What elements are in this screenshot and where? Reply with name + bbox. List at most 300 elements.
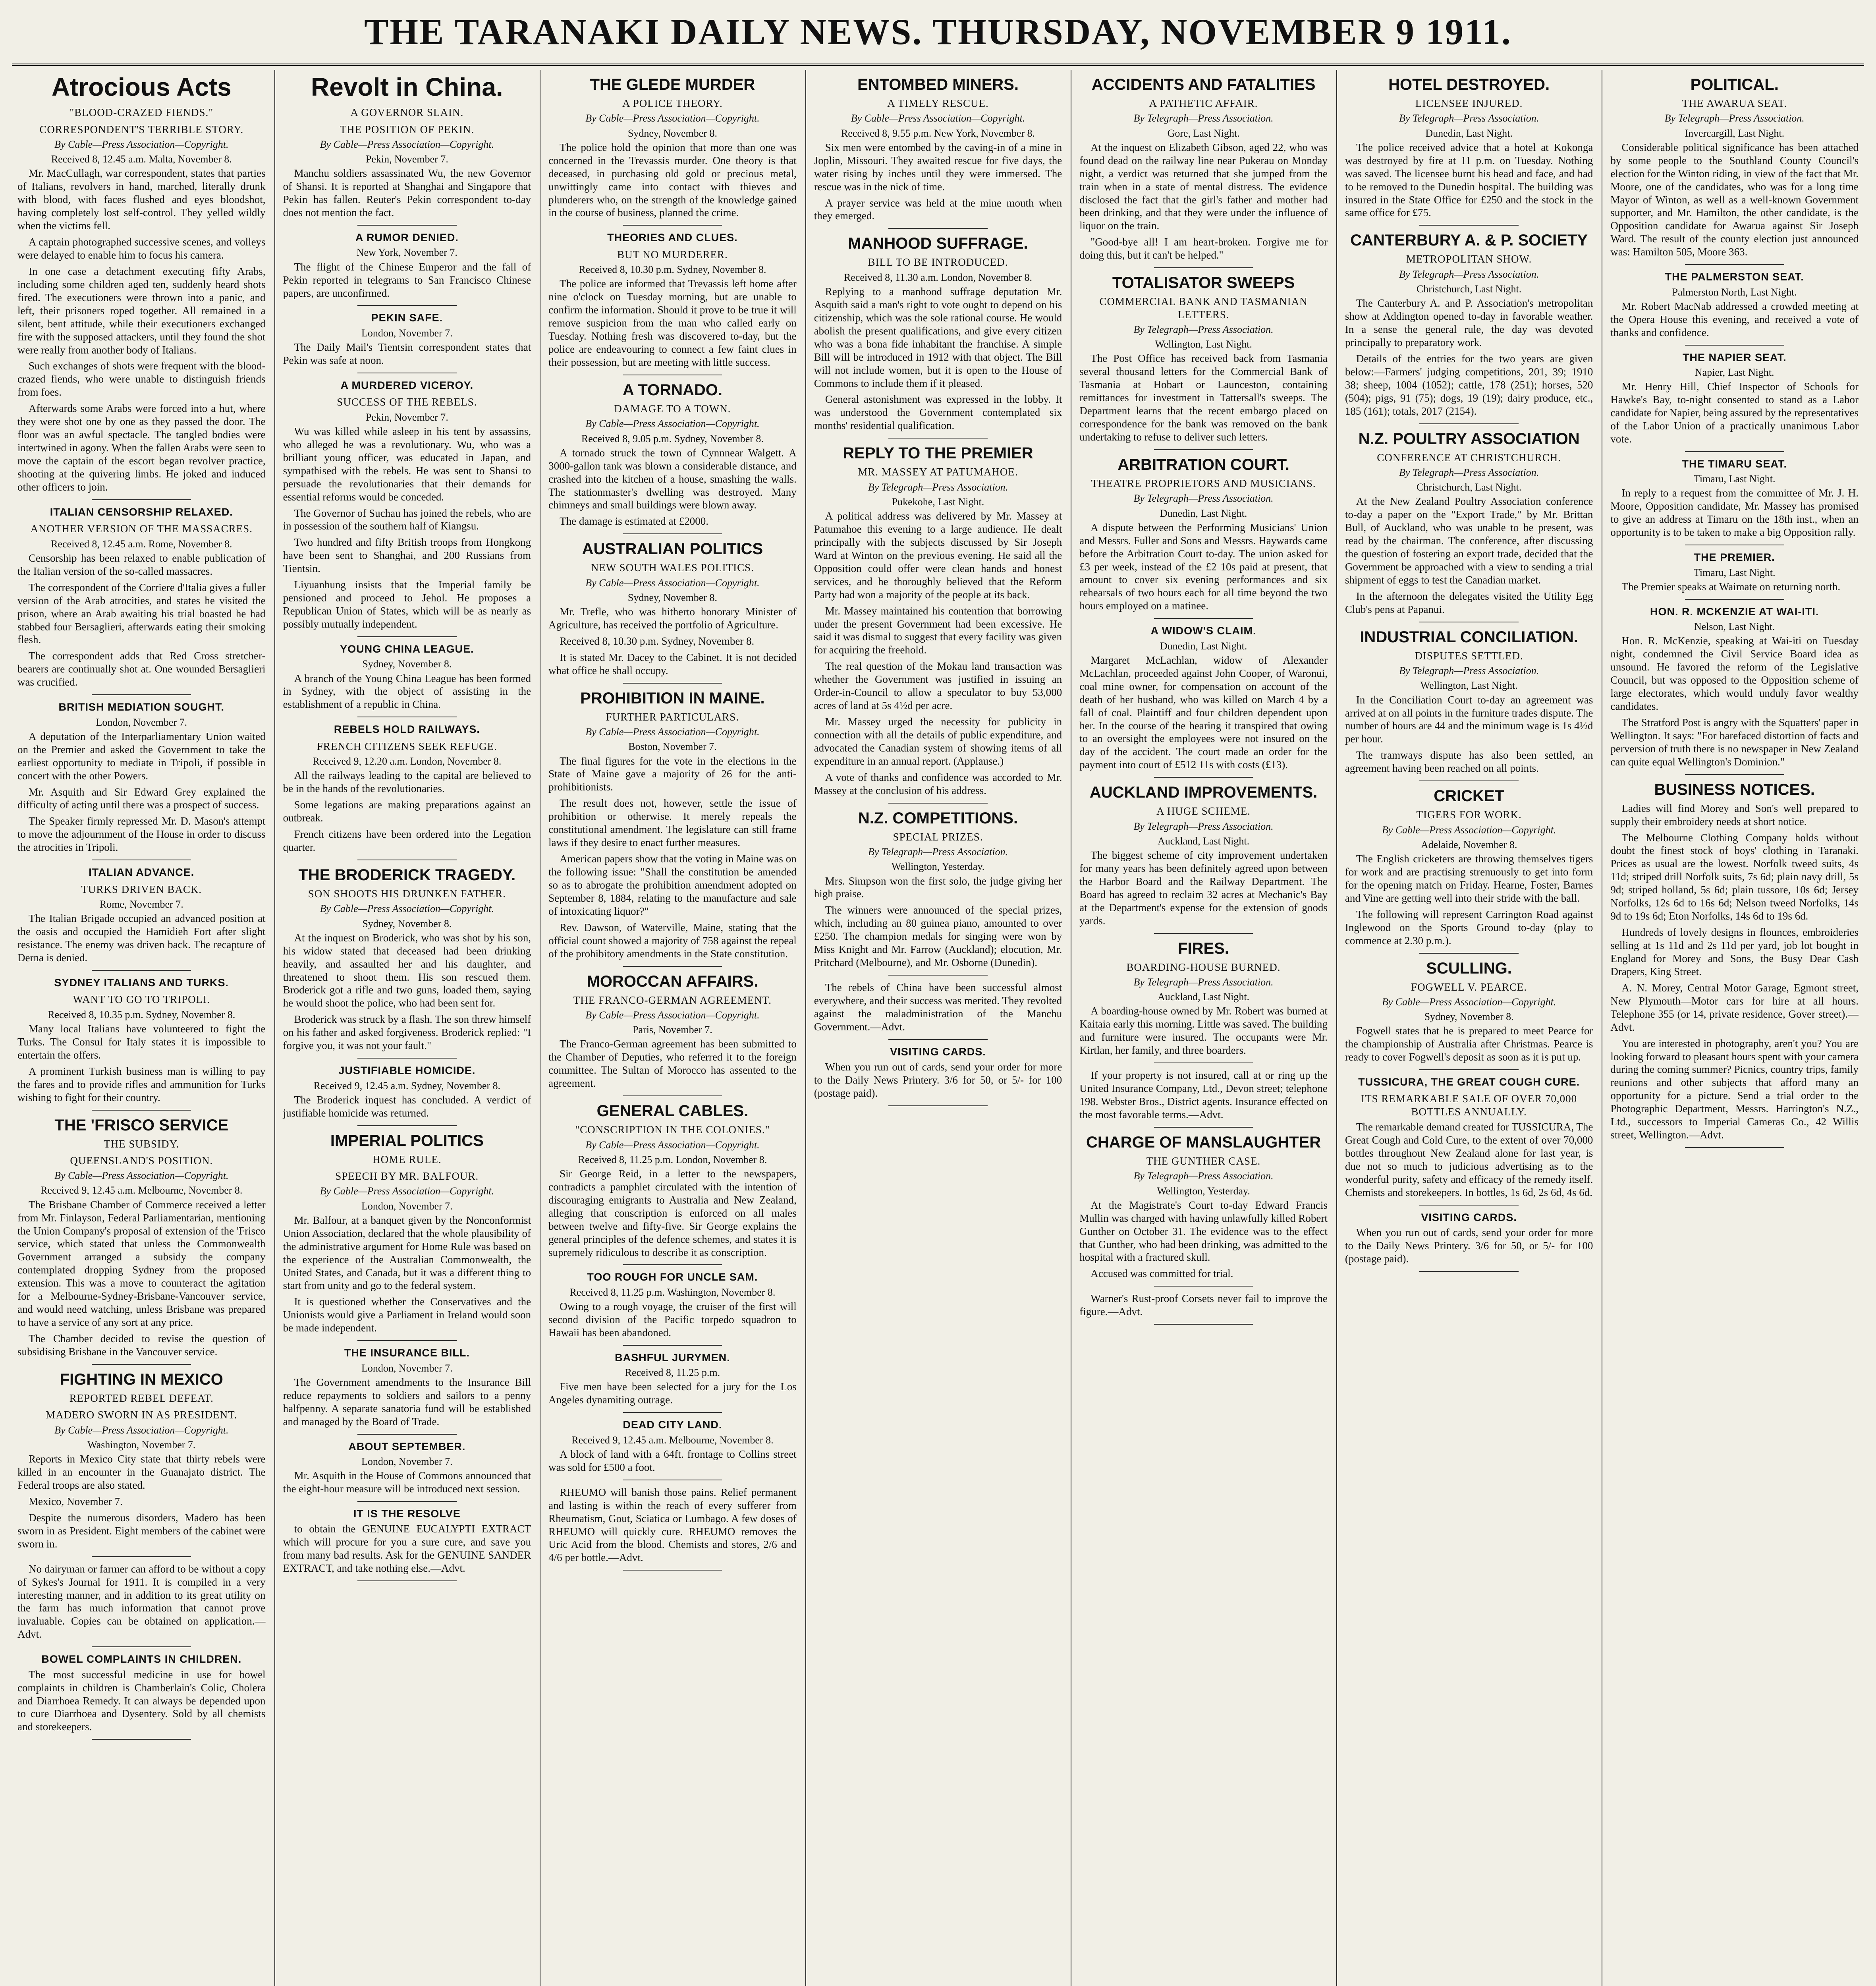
article-byline: By Cable—Press Association—Copyright. [54,1424,229,1436]
article [1345,1076,1593,1206]
article-paragraph: Broderick was struck by a flash. The son threw himself on his father and asked forgiveness. Broderick replied: "I forgive you, it was not your fault." [283,1013,531,1052]
article-subheading: WANT TO GO TO TRIPOLI. [73,993,210,1006]
article-paragraph: Afterwards some Arabs were forced into a hut, where they were shot one by one as they passed the door. The floor was an awful spectacle. The tangled bodies were intertwined in agony. When the fallen Arabs were seen to move the captain of the escort began revolver practice, shooting at the quivering limbs. He joked and induced other officers to join. [17,402,266,493]
article-headline: BRITISH MEDIATION SOUGHT. [58,701,225,713]
article-headline: ITALIAN CENSORSHIP RELAXED. [50,506,233,518]
article-headline: A RUMOR DENIED. [355,232,459,244]
article-dateline: Boston, November 7. [628,741,717,753]
article-byline: By Telegraph—Press Association. [868,846,1008,858]
article-dateline: New York, November 7. [356,247,457,259]
article-headline: IMPERIAL POLITICS [330,1132,484,1149]
article [814,1045,1062,1106]
article [17,506,266,695]
article-separator [1419,1271,1519,1272]
article-headline: VISITING CARDS. [1421,1211,1517,1223]
article-separator [357,636,457,637]
article-paragraph: A block of land with a 64ft. frontage to Collins street was sold for £500 a foot. [548,1448,797,1473]
article-paragraph: Some legations are making preparations against an outbreak. [283,799,531,824]
article-subheading: MR. MASSEY AT PATUMAHOE. [858,466,1018,478]
article-headline: Atrocious Acts [51,73,232,101]
article-paragraph: Mr. Asquith and Sir Edward Grey explained the difficulty of acting until there was a prospect of success. [17,786,266,811]
article-paragraph: No dairyman or farmer can afford to be without a copy of Sykes's Journal for 1911. It is compiled in a very interesting manner, and in addition to its great utility on the farm has much information that cannot prove invaluable. Copies can be obtained on application.—Advt. [17,1563,266,1640]
article-headline: HON. R. MCKENZIE AT WAI-ITI. [1650,605,1819,618]
article [548,973,797,1097]
article-paragraph: The following will represent Carrington Road against Inglewood on the Sports Ground to-day (play to commence at 2.30 p.m.). [1345,908,1593,947]
article-paragraph: At the Magistrate's Court to-day Edward Francis Mullin was charged with having unlawfully killed Robert Gunther on October 31. The evidence was to the effect that Gunther, who had been drinking, was admitted to the hospital with a fractured skull. [1079,1199,1328,1263]
article-paragraph: French citizens have been ordered into the Legation quarter. [283,828,531,854]
article-paragraph: A vote of thanks and confidence was accorded to Mr. Massey at the conclusion of his address. [814,771,1062,796]
article-headline: DEAD CITY LAND. [623,1419,722,1431]
article-headline: TOO ROUGH FOR UNCLE SAM. [587,1271,758,1283]
article-dateline: Invercargill, Last Night. [1685,127,1785,139]
article-separator [623,1345,722,1346]
article [283,1440,531,1502]
article-dateline: Christchurch, Last Night. [1416,481,1522,493]
article-paragraph: Wu was killed while asleep in his tent by assassins, who alleged he was a revolutionary. Wu, who was a brilliant young officer, was educated in Japan, and sympathised with the rebels. He was sent to Shansi to persuade the revolutionaries that their demands for essential reforms would be conceded. [283,425,531,503]
article-dateline: London, November 7. [361,1362,453,1374]
article-separator [1154,618,1253,619]
article-subheading: HOME RULE. [372,1153,442,1165]
article-paragraph: American papers show that the voting in Maine was on the following issue: "Shall the constitution be amended so as to abrogate the prohibition amendment adopted on September 8, 1884, relating to the manufacture and sale of intoxicating liquor?" [548,853,797,917]
article-paragraph: Ladies will find Morey and Son's well prepared to supply their embroidery needs at short notice. [1610,802,1859,827]
article-subheading: THE SUBSIDY. [104,1138,179,1150]
article-headline: A WIDOW'S CLAIM. [1150,625,1256,637]
article-dateline: Gore, Last Night. [1167,127,1240,139]
article-byline: By Cable—Press Association—Copyright. [585,1009,760,1021]
article-paragraph: It is stated Mr. Dacey to the Cabinet. It is not decided what office he shall occupy. [548,651,797,676]
article-paragraph: Mr. Massey maintained his contention that borrowing under the present Government had been excessive. He said it was dismal to suggest that every facility was given for acquiring the freehold. [814,605,1062,656]
article-dateline: Received 8, 10.30 p.m. Sydney, November 8. [579,264,766,276]
article [1610,551,1859,600]
article-paragraph: Rev. Dawson, of Waterville, Maine, stating that the official count showed a majority of 758 against the repeal of the prohibitory amendments in the State constitution. [548,921,797,960]
article-headline: AUCKLAND IMPROVEMENTS. [1089,784,1318,802]
article-dateline: Adelaide, November 8. [1421,838,1517,850]
article-paragraph: The most successful medicine in use for bowel complaints in children is Chamberlain's Colic, Cholera and Diarrhoea Remedy. It can always be depended upon to cure Diarrhoea and Dysentery. Sold by all chemists and storekeepers. [17,1668,266,1733]
article-byline: By Cable—Press Association—Copyright. [585,112,760,124]
article-paragraph: Fogwell states that he is prepared to meet Pearce for the championship of Australia after Christmas. Pearce is ready to cover Fogwell's deposit as soon as it is put up. [1345,1025,1593,1063]
article-separator [888,803,988,804]
article-byline: By Cable—Press Association—Copyright. [320,1185,494,1197]
article-paragraph: The Premier speaks at Waimate on returning north. [1621,580,1841,593]
article-separator [888,1039,988,1040]
article-separator [888,1105,988,1106]
article-paragraph: Liyuanhung insists that the Imperial family be pensioned and proceed to Jehol. He proposes a Republican Union of States, which will be as nearly as possibly mutually independent. [283,579,531,630]
article-dateline: Timaru, Last Night. [1693,473,1776,485]
article-dateline: Received 8, 11.25 p.m. [625,1367,720,1379]
article-headline: JUSTIFIABLE HOMICIDE. [338,1064,476,1077]
article-paragraph: All the railways leading to the capital are believed to be in the hands of the revolutionaries. [283,769,531,795]
article [17,976,266,1111]
article [548,1103,797,1265]
article-separator [92,970,191,971]
article-dateline: Sydney, November 8. [362,658,452,670]
article-separator [357,1058,457,1059]
article [1610,781,1859,1148]
article-paragraph: The result does not, however, settle the issue of prohibition or otherwise. It merely repeals the constitutional amendment. The legislature can still frame laws if they desire to enact further measures. [548,797,797,849]
article-headline: THE PREMIER. [1694,551,1775,564]
article-dateline: Christchurch, Last Night. [1416,283,1522,295]
article-headline: INDUSTRIAL CONCILIATION. [1360,628,1578,646]
article-subheading: THEATRE PROPRIETORS AND MUSICIANS. [1091,477,1316,489]
article [1079,784,1328,933]
article [814,981,1062,1040]
article-dateline: Dunedin, Last Night. [1160,507,1247,519]
news-column-1 [9,70,274,1986]
article [1079,274,1328,450]
article-dateline: Wellington, Last Night. [1155,338,1252,350]
article-paragraph: The correspondent adds that Red Cross stretcher-bearers are continually shot at. One wounded Bersaglieri was crucified. [17,650,266,688]
article-separator [1154,449,1253,450]
article-paragraph: The Governor of Suchau has joined the rebels, who are in possession of the southern half of Kiangsu. [283,507,531,532]
article-dateline: Received 8, 12.45 a.m. Malta, November 8. [51,153,232,165]
article-paragraph: Mr. Henry Hill, Chief Inspector of Schools for Hawke's Bay, to-night consented to stand as a Labor candidate for Napier, being assured by the representatives of the Labor Union of a practically unanimous Labor vote. [1610,381,1859,445]
article-dateline: Pekin, November 7. [365,411,448,423]
article-separator [888,975,988,976]
article-dateline: London, November 7. [361,1455,453,1467]
article-paragraph: Many local Italians have volunteered to fight the Turks. The Consul for Italy states it is impossible to entertain the offers. [17,1022,266,1061]
article-separator [1419,953,1519,954]
article-byline: By Telegraph—Press Association. [1133,1170,1274,1182]
article [1345,960,1593,1070]
article [1610,76,1859,265]
article-byline: By Cable—Press Association—Copyright. [54,138,229,150]
article-paragraph: When you run out of cards, send your order for more to the Daily News Printery. 3/6 for 50, or 5/- for 100 (postage paid). [1345,1227,1593,1265]
article-headline: FIGHTING IN MEXICO [60,1370,223,1388]
article [1079,1292,1328,1325]
article-dateline: Sydney, November 8. [627,127,717,139]
article-paragraph: The Government amendments to the Insurance Bill reduce repayments to soldiers and sailors to a penny halfpenny. A separate sanatoria fund will be established and managed by the Board of Trade. [283,1376,531,1428]
article-paragraph: Sir George Reid, in a letter to the newspapers, contradicts a pamphlet circulated with the intention of discouraging emigrants to Australia and New Zealand, alleging that conscription is enforced on all males between twelve and fifty-five. Sir George explains the general principles of the defence schemes, and states it is supremely ridiculous to describe it as conscription. [548,1167,797,1258]
article-separator [1154,267,1253,268]
article [283,74,531,226]
news-column-4 [805,70,1071,1986]
article-byline: By Cable—Press Association—Copyright. [585,577,760,589]
article-byline: By Cable—Press Association—Copyright. [1382,824,1556,836]
article-subheading: THE POSITION OF PEKIN. [340,123,475,135]
article-subheading: A POLICE THEORY. [622,97,723,109]
article-paragraph: Six men were entombed by the caving-in of a mine in Joplin, Missouri. They awaited rescue for five days, the water rising by inches until they were immersed. The rescue was in the nick of time. [814,141,1062,193]
article-byline: By Telegraph—Press Association. [868,481,1008,493]
masthead-title: THE TARANAKI DAILY NEWS. THURSDAY, NOVEMBER 9 1911. [364,12,1512,52]
article-paragraph: The police hold the opinion that more than one was concerned in the Trevassis murder. One theory is that deceased, in purchasing old gold or precious metal, unwittingly came into contact with thieves and plunderers who, on the strength of the knowledge gained in the course of business, planned the crime. [548,141,797,219]
article-subheading: BOARDING-HOUSE BURNED. [1126,961,1281,973]
article-paragraph: The Daily Mail's Tientsin correspondent states that Pekin was safe at noon. [283,341,531,366]
article [1610,605,1859,775]
article-paragraph: Reports in Mexico City state that thirty rebels were killed in an encounter in the Guanajato district. The Federal troops are also stated. [17,1453,266,1491]
article-dateline: Timaru, Last Night. [1693,566,1776,578]
article-headline: PROHIBITION IN MAINE. [580,689,765,707]
article-separator [888,438,988,439]
article-separator [357,1434,457,1435]
article-headline: A TORNADO. [622,381,722,399]
article-subheading: FRENCH CITIZENS SEEK REFUGE. [317,740,497,752]
article [1345,1211,1593,1272]
article-separator [357,1501,457,1502]
article-separator [357,225,457,226]
article-subheading: TURKS DRIVEN BACK. [81,883,202,895]
article-subheading: "BLOOD-CRAZED FIENDS." [69,106,214,119]
article-subheading: COMMERCIAL BANK AND TASMANIAN LETTERS. [1099,296,1308,321]
article [814,76,1062,229]
article-headline: THE PALMERSTON SEAT. [1665,271,1804,283]
article-headline: TUSSICURA, THE GREAT COUGH CURE. [1358,1076,1580,1088]
article-separator [357,1340,457,1341]
article-separator [623,1570,722,1571]
article-headline: SYDNEY ITALIANS AND TURKS. [54,976,229,989]
article-paragraph: You are interested in photography, aren't you? You are looking forward to pleasant hours spent with your camera during the coming summer? Picnics, country trips, family reunions and other subjects that afford many an opportunity for a picture. Send a trial order to the Photographic Department, Messrs. Harrington's N.Z., Ltd., successors to Imperial Cameras Co., 42 Willis street, Wellington.—Advt. [1610,1037,1859,1141]
article-dateline: Received 9, 12.20 a.m. London, November 8. [313,755,502,767]
article [548,541,797,683]
article [1610,458,1859,545]
article-headline: BUSINESS NOTICES. [1654,780,1815,798]
article-paragraph: The winners were announced of the special prizes, which, including an 80 guinea piano, amounted to over £250. The champion medals for singing were won by Miss Knight and Mr. Farrow (Auckland); elocution, Mr. Pritchard (Melbourne), and Mr. Osborne (Dunedin). [814,904,1062,969]
article [1345,629,1593,781]
news-column-3 [540,70,805,1986]
article-paragraph: Replying to a manhood suffrage deputation Mr. Asquith said a man's right to vote ought to depend on his citizenship, which was the sole rational course. He would abolish the present qualifications, and give every citizen who was a bona fide inhabitant the franchise. A simple Bill will be introduced in 1912 with that object. The Bill will not include women, but it is open to the House of Commons to include them if it pleased. [814,285,1062,389]
article-subheading: BILL TO BE INTRODUCED. [868,256,1008,269]
article-headline: THE GLEDE MURDER [590,76,755,93]
article [1345,788,1593,953]
article [17,1563,266,1648]
article [548,231,797,375]
article-subheading: TIGERS FOR WORK. [1416,809,1522,821]
article-paragraph: The English cricketers are throwing themselves tigers for work and are practising strenuously to get into form for the opening match on Friday. Hearne, Foster, Barnes and Vine are getting well into their stride with the ball. [1345,852,1593,904]
article-subheading: FURTHER PARTICULARS. [606,711,739,723]
article-paragraph: The flight of the Chinese Emperor and the fall of Pekin reported in telegrams to San Francisco Chinese papers, are unconfirmed. [283,261,531,299]
article-byline: By Telegraph—Press Association. [1133,112,1274,124]
article-paragraph: A deputation of the Interparliamentary Union waited on the Premier and asked the Government to take the earliest opportunity to mediate in Tripoli, if possible in concert with the other Powers. [17,730,266,782]
article-paragraph: In the afternoon the delegates visited the Utility Egg Club's pens at Papanui. [1345,590,1593,615]
article-paragraph: Received 8, 10.30 p.m. Sydney, November 8. [560,635,755,647]
article-dateline: Wellington, Last Night. [1420,680,1518,692]
article-subheading: THE FRANCO-GERMAN AGREEMENT. [573,994,772,1006]
article-headline: TOTALISATOR SWEEPS [1112,274,1295,292]
article-dateline: Auckland, Last Night. [1158,991,1250,1003]
news-column-2 [274,70,540,1986]
article-separator [623,533,722,534]
article-dateline: Auckland, Last Night. [1158,835,1250,847]
article [548,1486,797,1571]
article-separator [1154,1324,1253,1325]
article [1610,351,1859,452]
article-separator [357,1580,457,1581]
article [17,1117,266,1365]
article-paragraph: Accused was committed for trial. [1090,1267,1233,1280]
article [1610,270,1859,345]
article-paragraph: The Melbourne Clothing Company holds without doubt the finest stock of boys' clothing in Taranaki. Prices as usual are the lowest. Norfolk tweed suits, 4s 11d; striped drill Norfolk suits, 7s 6d; plain navy drill, 5s 9d; striped holland, 5s 6d; plain tussore, 10s 6d; Jersey Norfolks, 12s 6d to 16s 6d; Nelson tweed Norfolks, 14s 9d to 19s 6d; Eton Norfolks, 14s 6d to 19s 6d. [1610,831,1859,922]
article-paragraph: The remarkable demand created for TUSSICURA, The Great Cough and Cold Cure, to the extent of over 70,000 bottles throughout New Zealand alone for last year, is due not so much to judicious advertising as to the wonderful purity, safety and efficacy of the remedy itself. Chemists and storekeepers. In bottles, 1s 6d, 2s 6d, 4s 6d. [1345,1121,1593,1198]
article-separator [623,225,722,226]
article-separator [1685,264,1784,265]
article-paragraph: The Brisbane Chamber of Commerce received a letter from Mr. Finlayson, Federal Parliamentarian, mentioning the Union Company's proposal of extension of the 'Frisco service, which stated that unless the Commonwealth Government arranged a subsidy the company contemplated dropping Sydney from the proposed extension. This was a move to counteract the agitation for a Melbourne-Sydney-Brisbane-Vancouver service, and would need watching, unless Brisbane was prepared to have a service of any sort at any price. [17,1198,266,1329]
article-byline: By Telegraph—Press Association. [1133,323,1274,335]
article-headline: THE 'FRISCO SERVICE [54,1116,229,1134]
article-paragraph: A dispute between the Performing Musicians' Union and Messrs. Fuller and Sons and Messrs. Haywards came before the Arbitration Court to-day. The union asked for £3 per week, instead of the £2 10s paid at present, that amount to cover six evening performances and six rehearsals of two hours each for all time beyond the two hours employed on a matinee. [1079,521,1328,612]
article-paragraph: Mr. Asquith in the House of Commons announced that the eight-hour measure will be introduced next session. [283,1470,531,1495]
article [548,690,797,967]
article-headline: N.Z. COMPETITIONS. [858,809,1018,827]
article-separator [623,683,722,684]
article-dateline: Received 8, 11.30 a.m. London, November 8. [843,271,1033,283]
article-paragraph: The tramways dispute has also been settled, an agreement having been reached on all points. [1345,749,1593,775]
article-byline: By Cable—Press Association—Copyright. [585,418,760,430]
article-paragraph: The final figures for the vote in the elections in the State of Maine gave a majority of 26 for the anti-prohibitionists. [548,755,797,793]
article-subheading: LICENSEE INJURED. [1415,97,1523,109]
article-headline: IT IS THE RESOLVE [353,1507,461,1520]
article-paragraph: Mr. Balfour, at a banquet given by the Nonconformist Union Association, declared that the whole plausibility of the administrative argument for Home Rule was based on the experience of the Australian Commonwealth, the United States, and Canada, but it was a different thing to start from unity and go to the federal system. [283,1214,531,1292]
article-headline: CRICKET [1434,787,1505,805]
article-paragraph: It is questioned whether the Conservatives and the Unionists would give a Parliament in Ireland would soon be made independent. [283,1296,531,1334]
article-subheading: A GOVERNOR SLAIN. [350,106,464,119]
article-separator [92,1739,191,1740]
article-dateline: Received 8, 11.25 p.m. London, November 8. [578,1153,767,1165]
article-paragraph: Mr. Trefle, who was hitherto honorary Minister of Agriculture, has received the portfolio of Agriculture. [548,606,797,631]
article-subheading: QUEENSLAND'S POSITION. [70,1154,213,1167]
article [17,701,266,860]
article-dateline: Received 8, 9.05 p.m. Sydney, November 8. [581,433,764,444]
article-headline: VISITING CARDS. [890,1045,986,1058]
article-byline: By Cable—Press Association—Copyright. [585,1139,760,1151]
article-paragraph: The correspondent of the Corriere d'Italia gives a fuller version of the Arab atrocities, and states he visited the prison, where an Arab awaiting his trial boasted he had stabbed four Bersaglieri, afterwards eating their smoking flesh. [17,581,266,646]
article-subheading: CONFERENCE AT CHRISTCHURCH. [1377,451,1561,464]
article-subheading: THE AWARUA SEAT. [1682,97,1787,109]
article-paragraph: Considerable political significance has been attached by some people to the Southland County Council's election for the Winton riding, in view of the fact that Mr. Moore, one of the candidates, who was for a long time Mayor of Winton, as well as a well-known Government supporter, and Mr. Hamilton, the other candidate, is the Opposition candidate for Awarua against Sir Joseph Ward. The result of the county election just announced was: Hamilton 505, Moore 363. [1610,141,1859,258]
article-dateline: Pukekohe, Last Night. [892,496,984,508]
article-byline: By Telegraph—Press Association. [1399,665,1539,677]
article-paragraph: The Chamber decided to revise the question of subsidising Brisbane in the Vancouver service. [17,1333,266,1358]
article [1345,232,1593,424]
article-subheading: SPECIAL PRIZES. [893,831,983,843]
article-separator [1419,1205,1519,1206]
article-paragraph: The Speaker firmly repressed Mr. D. Mason's attempt to move the adjournment of the House in order to discuss the atrocities in Tripoli. [17,815,266,854]
article-separator [1154,777,1253,778]
article-headline: FIRES. [1178,939,1229,957]
article-byline: By Telegraph—Press Association. [1133,820,1274,832]
article-headline: CANTERBURY A. & P. SOCIETY [1350,232,1588,249]
article-paragraph: The real question of the Mokau land transaction was whether the Government was justified in issuing an Order-in-Council to allow a speculator to buy 53,000 acres of land at 5s 4½d per acre. [814,660,1062,712]
article [1079,1134,1328,1287]
article [814,445,1062,803]
article-headline: YOUNG CHINA LEAGUE. [340,643,474,655]
article-headline: AUSTRALIAN POLITICS [582,540,763,558]
article-separator [92,694,191,695]
article-paragraph: If your property is not insured, call at or ring up the United Insurance Company, Ltd., Devon street; telephone 198. Webster Bros., District agents. Insurance effected on the most favorable terms.—Advt. [1079,1069,1328,1121]
article-subheading: CORRESPONDENT'S TERRIBLE STORY. [39,123,244,135]
article [1345,76,1593,226]
article-subheading: SUCCESS OF THE REBELS. [337,396,477,408]
article-paragraph: Hon. R. McKenzie, speaking at Wai-iti on Tuesday night, condemned the Civil Service Board idea as unsound. He favored the reform of the Legislative Council, but was opposed to the Opposition scheme of large electorates, which would unduly favor wealthy candidates. [1610,635,1859,712]
article-subheading: ANOTHER VERSION OF THE MASSACRES. [30,523,253,535]
article-paragraph: to obtain the GENUINE EUCALYPTI EXTRACT which will procure for you a sure cure, and save you from many bad results. Ask for the GENUINE SANDER EXTRACT, and take nothing else.—Advt. [283,1523,531,1575]
article-byline: By Telegraph—Press Association. [1133,493,1274,504]
article [283,643,531,717]
article [1079,1069,1328,1128]
article-paragraph: The Broderick inquest has concluded. A verdict of justifiable homicide was returned. [283,1093,531,1119]
article-paragraph: The biggest scheme of city improvement undertaken for many years has been definitely agreed upon between the Harbor Board and the Railway Department. The Board has agreed to reclaim 32 acres at Mechanic's Bay at the Department's expense for the extension of goods yards. [1079,849,1328,927]
article-headline: BOWEL COMPLAINTS IN CHILDREN. [41,1653,242,1665]
article-paragraph: The Stratford Post is angry with the Squatters' paper in Wellington. It says: "For barefaced distortion of facts and perversion of truth there is no newspaper in New Zealand can quite equal Wellington's Dominion." [1610,716,1859,768]
article-separator [623,966,722,967]
article-separator [1154,933,1253,934]
article [283,379,531,637]
article-headline: PEKIN SAFE. [371,312,443,324]
article-subheading: SON SHOOTS HIS DRUNKEN FATHER. [308,887,506,900]
article-paragraph: At the inquest on Elizabeth Gibson, aged 22, who was found dead on the railway line near Pukerau on Monday night, a verdict was returned that she jumped from the train when in a state of mental distress. The evidence disclosed the fact that the girl's father and mother had been drinking, and that they were under the influence of liquor on the train. [1079,141,1328,232]
article-subheading: NEW SOUTH WALES POLITICS. [591,562,754,574]
article [548,76,797,226]
article-subheading: SPEECH BY MR. BALFOUR. [335,1170,479,1182]
article-dateline: Received 8, 9.55 p.m. New York, November 8. [841,127,1035,139]
article-dateline: Paris, November 7. [633,1024,712,1036]
article-headline: THE NAPIER SEAT. [1682,351,1787,363]
article [283,723,531,860]
article [283,1347,531,1434]
article-dateline: Palmerston North, Last Night. [1672,286,1797,298]
article-subheading: ITS REMARKABLE SALE OF OVER 70,000 BOTTLES ANNUALLY. [1361,1093,1577,1118]
article-separator [1685,451,1784,452]
article-headline: HOTEL DESTROYED. [1388,76,1550,93]
article-paragraph: The rebels of China have been successful almost everywhere, and their success was merited. They revolted against the maladministration of the Manchu Government.—Advt. [814,981,1062,1033]
column-rule [805,70,806,1986]
article-paragraph: Manchu soldiers assassinated Wu, the new Governor of Shansi. It is reported at Shanghai and Singapore that Pekin has fallen. Reuter's Pekin correspondent to-day does not mention the fact. [283,167,531,219]
article-paragraph: The police are informed that Trevassis left home after nine o'clock on Tuesday morning, but are unable to confirm the information. Should it prove to be true it will remove suspicion from the man who called early on Tuesday. Nothing fresh was discovered to-day, but the police are endeavouring to connect a few faint clues in their possession, but are meeting with little success. [548,278,797,368]
article-byline: By Cable—Press Association—Copyright. [54,1170,229,1182]
news-column-6 [1336,70,1602,1986]
column-rule [274,70,275,1986]
article-headline: THEORIES AND CLUES. [607,232,738,244]
article-paragraph: Mexico, November 7. [29,1495,123,1507]
article-paragraph: Two hundred and fifty British troops from Hongkong have been sent to Shanghai, and 200 Russians from Tientsin. [283,536,531,575]
article-headline: SCULLING. [1426,959,1512,977]
article-paragraph: A branch of the Young China League has been formed in Sydney, with the object of assisting in the establishment of a republic in China. [283,672,531,711]
article-paragraph: Warner's Rust-proof Corsets never fail to improve the figure.—Advt. [1079,1292,1328,1318]
article [548,1351,797,1413]
article-paragraph: Margaret McLachlan, widow of Alexander McLachlan, proceeded against John Cooper, of Waronui, coal mine owner, for compensation on account of the death of her husband, who was killed on March 4 by a fall of coal. Plaintiff and four children dependent upon her. In the course of the hearing it transpired that owing to an oversight the employees were not insured on the day of the accident. The court made an order for the payment into court of £512 11s with costs (£13). [1079,654,1328,771]
article [814,810,1062,976]
article [283,867,531,1059]
article-dateline: Nelson, Last Night. [1694,621,1775,633]
article-paragraph: A tornado struck the town of Cynnnear Walgett. A 3000-gallon tank was blown a considerable distance, and crashed into the kitchen of a house, smashing the walls. The stationmaster's dwelling was destroyed. Many chimneys and small buildings were blown away. [548,446,797,511]
article-separator [1419,780,1519,781]
article-subheading: MADERO SWORN IN AS PRESIDENT. [46,1409,237,1421]
article-separator [1685,1147,1784,1148]
article-byline: By Cable—Press Association—Copyright. [585,726,760,738]
article-headline: ACCIDENTS AND FATALITIES [1091,76,1316,93]
article [1345,431,1593,622]
article-paragraph: RHEUMO will banish those pains. Relief permanent and lasting is within the reach of every sufferer from Rheumatism, Gout, Sciatica or Lumbago. A few doses of RHEUMO will quickly cure. RHEUMO removes the Uric Acid from the blood. Chemists and stores, 2/6 and 4/6 per bottle.—Advt. [548,1486,797,1564]
article [1079,456,1328,619]
article-subheading: A TIMELY RESCUE. [887,97,989,109]
article-separator [623,1095,722,1096]
article-headline: GENERAL CABLES. [596,1102,749,1120]
article-byline: By Cable—Press Association—Copyright. [851,112,1025,124]
article-paragraph: In the Conciliation Court to-day an agreement was arrived at on all points in the furniture trades dispute. The number of hours are 44 and the minimum wage is 1s 4½d per hour. [1345,694,1593,745]
article-separator [1419,225,1519,226]
article-paragraph: General astonishment was expressed in the lobby. It was understood the Government contemplated six months' residential qualification. [814,393,1062,432]
article-paragraph: A. N. Morey, Central Motor Garage, Egmont street, New Plymouth—Motor cars for hire at all hours. Telephone 355 (or 14, private residence, Gover street).—Advt. [1610,981,1859,1033]
article [283,1064,531,1126]
article-paragraph: A prominent Turkish business man is willing to pay the fares and to provide rifles and ammunition for Turks wishing to fight for their country. [17,1065,266,1103]
article-paragraph: In reply to a request from the committee of Mr. J. H. Moore, Opposition candidate, Mr. Massey has promised to give an address at Timaru on the 18th inst., when an opportunity is to be taken to make a big Opposition rally. [1610,487,1859,539]
article-headline: POLITICAL. [1690,76,1779,93]
article-separator [1685,599,1784,600]
article-headline: REBELS HOLD RAILWAYS. [334,723,480,736]
article-paragraph: Mrs. Simpson won the first solo, the judge giving her high praise. [814,875,1062,900]
article-separator [623,1412,722,1413]
article-byline: By Telegraph—Press Association. [1399,112,1539,124]
article-paragraph: At the New Zealand Poultry Association conference to-day a paper on the "Export Trade," by Mr. Brittan Bull, of Auckland, who was unable to be present, was read by the chairman. The conference, after discussing the question of fostering an export trade, decided that the Government be approached with a view to sending a trial shipment of eggs to test the Canadian market. [1345,495,1593,586]
article-headline: N.Z. POULTRY ASSOCIATION [1358,430,1580,448]
